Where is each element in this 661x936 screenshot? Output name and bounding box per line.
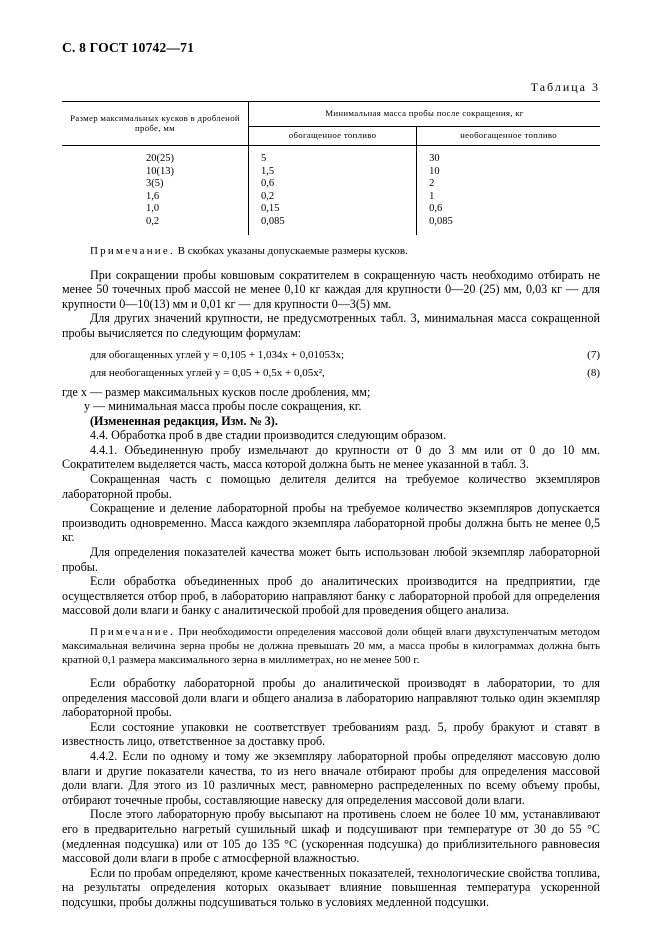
- formula-7-number: (7): [587, 348, 600, 361]
- cell-size: 10(13): [62, 166, 249, 179]
- note-2: [62, 625, 600, 667]
- col-header-enriched: обогащенное топливо: [249, 127, 417, 146]
- paragraph: После этого лабораторную пробу высыпают на противень слоем не более 10 мм, устанавливают его в предварительно нагретый сушильный шкаф и подсушивают при температуре от 30 до 55 °С (медленная подсушка) или от 105 до 135 °С (ускоренная подсушка) до приблизительного равновесия массовой доли влаги в пробе с атмосферной влажностью.: [62, 807, 600, 866]
- cell-size: 3(5): [62, 178, 249, 191]
- paragraph: Если состояние упаковки не соответствует требованиям разд. 5, пробу бракуют и ставят в известность лицо, ответственное за доставку проб.: [62, 719, 600, 749]
- cell-size: 0,2: [62, 216, 249, 235]
- cell-unenriched: 10: [429, 165, 440, 177]
- table-row: [62, 178, 600, 191]
- paragraph: Для других значений крупности, не предусмотренных табл. 3, минимальная масса сокращенной пробы вычисляется по следующим формулам:: [62, 311, 600, 340]
- note-1-label: Примечание.: [90, 244, 175, 257]
- section-4-4: 4.4. Обработка проб в две стадии производится следующим образом.: [90, 428, 447, 443]
- col-header-size: Размер максимальных кусков в дробленой пробе, мм: [62, 102, 249, 146]
- cell-enriched: 0,2: [249, 191, 417, 204]
- document-page: [62, 40, 600, 910]
- cell-size: 1,6: [62, 191, 249, 204]
- cell-unenriched: 0,085: [429, 215, 453, 227]
- table-row: [62, 191, 600, 204]
- formula-8-text: для необогащенных углей y = 0,05 + 0,5x + 0,05x²,: [90, 366, 325, 379]
- formula-8: [62, 367, 600, 379]
- paragraph: При сокращении пробы ковшовым сократителем в сокращенную часть необходимо отбирать не менее 50 точечных проб массой не менее 0,10 кг каждая для крупности 0—20 (25) мм, 0,03 кг — для крупности 0—10(13) мм и 0,01 кг — для крупности 0—3(5) мм.: [62, 267, 600, 311]
- table-row: [62, 166, 600, 179]
- cell-size: 20(25): [62, 145, 249, 165]
- paragraph: Если по пробам определяют, кроме качественных показателей, технологические свойства топлива, на результаты определения которых оказывает влияние повышенная температура ускоренной подсушки, пробы должны подсушиваться только в условиях медленной подсушки.: [62, 865, 600, 909]
- section-4-4-1: 4.4.1. Объединенную пробу измельчают до крупности от 0 до 3 мм или от 0 до 10 мм. Сократителем выделяется часть, масса которой должна быть не менее указанной в табл. 3.: [62, 442, 600, 472]
- paragraph: Если обработка объединенных проб до аналитических производится на предприятии, где осуществляется отбор проб, в лабораторию направляют банку с лабораторной пробой для определения массовой доли влаги и банку с аналитической пробой для проведения общего анализа.: [62, 574, 600, 618]
- table-row: [62, 216, 600, 235]
- cell-unenriched: 0,6: [429, 203, 443, 215]
- table-3: [62, 101, 600, 235]
- note-2-label: Примечание.: [90, 626, 175, 639]
- formula-8-number: (8): [587, 366, 600, 379]
- note-1: [62, 244, 600, 258]
- cell-unenriched: 30: [429, 152, 440, 164]
- cell-enriched: 1,5: [249, 166, 417, 179]
- col-header-group: Минимальная масса пробы после сокращения, кг: [249, 102, 601, 127]
- where-line-2: y — минимальная масса пробы после сокращения, кг.: [84, 399, 362, 414]
- paragraph: Если обработку лабораторной пробы до аналитической производят в лаборатории, то для определения массовой доли влаги и общего анализа в лабораторию направляют только один экземпляр лабораторной пробы.: [62, 676, 600, 720]
- table-caption: Таблица 3: [530, 80, 600, 94]
- page-header: С. 8 ГОСТ 10742—71: [62, 40, 195, 55]
- paragraph: Сокращение и деление лабораторной пробы на требуемое количество экземпляров допускается производить одновременно. Масса каждого экземпляра лабораторной пробы должна быть не менее 0,5 кг.: [62, 501, 600, 545]
- cell-size: 1,0: [62, 203, 249, 216]
- formula-7-text: для обогащенных углей y = 0,105 + 1,034x + 0,01053x;: [90, 348, 345, 361]
- amendment-note: (Измененная редакция, Изм. № 3).: [90, 413, 278, 428]
- table-row: [62, 145, 600, 165]
- cell-enriched: 0,6: [249, 178, 417, 191]
- note-1-text: В скобках указаны допускаемые размеры кусков.: [174, 244, 408, 257]
- section-4-4-2: 4.4.2. Если по одному и тому же экземпляру лабораторной пробы определяют массовую долю влаги и другие показатели качества, то из него вначале отбирают пробы для определения массовой доли влаги. Для этого из 10 различных мест, равномерно распределенных по всему объему пробы, отбирают точечные пробы, составляющие навеску для определения массовой доли влаги.: [62, 748, 600, 807]
- cell-enriched: 0,085: [249, 216, 417, 235]
- formula-7: [62, 349, 600, 361]
- note-2-text: При необходимости определения массовой доли общей влаги двухступенчатым методом максимальная величина зерна пробы не должна превышать 20 мм, а масса пробы в килограммах должна быть кратной 0,1 размера максимального зерна в миллиметрах, но не менее 500 г.: [62, 626, 600, 667]
- paragraph: Для определения показателей качества может быть использован любой экземпляр лабораторной пробы.: [62, 545, 600, 574]
- where-line-1: где x — размер максимальных кусков после дробления, мм;: [62, 384, 371, 399]
- table-row: [62, 203, 600, 216]
- cell-enriched: 0,15: [249, 203, 417, 216]
- col-header-unenriched: необогащенное топливо: [417, 127, 600, 146]
- cell-enriched: 5: [249, 145, 417, 165]
- cell-unenriched: 1: [429, 190, 435, 202]
- paragraph: Сокращенная часть с помощью делителя делится на требуемое количество экземпляров лабораторной пробы.: [62, 472, 600, 501]
- cell-unenriched: 2: [429, 178, 435, 190]
